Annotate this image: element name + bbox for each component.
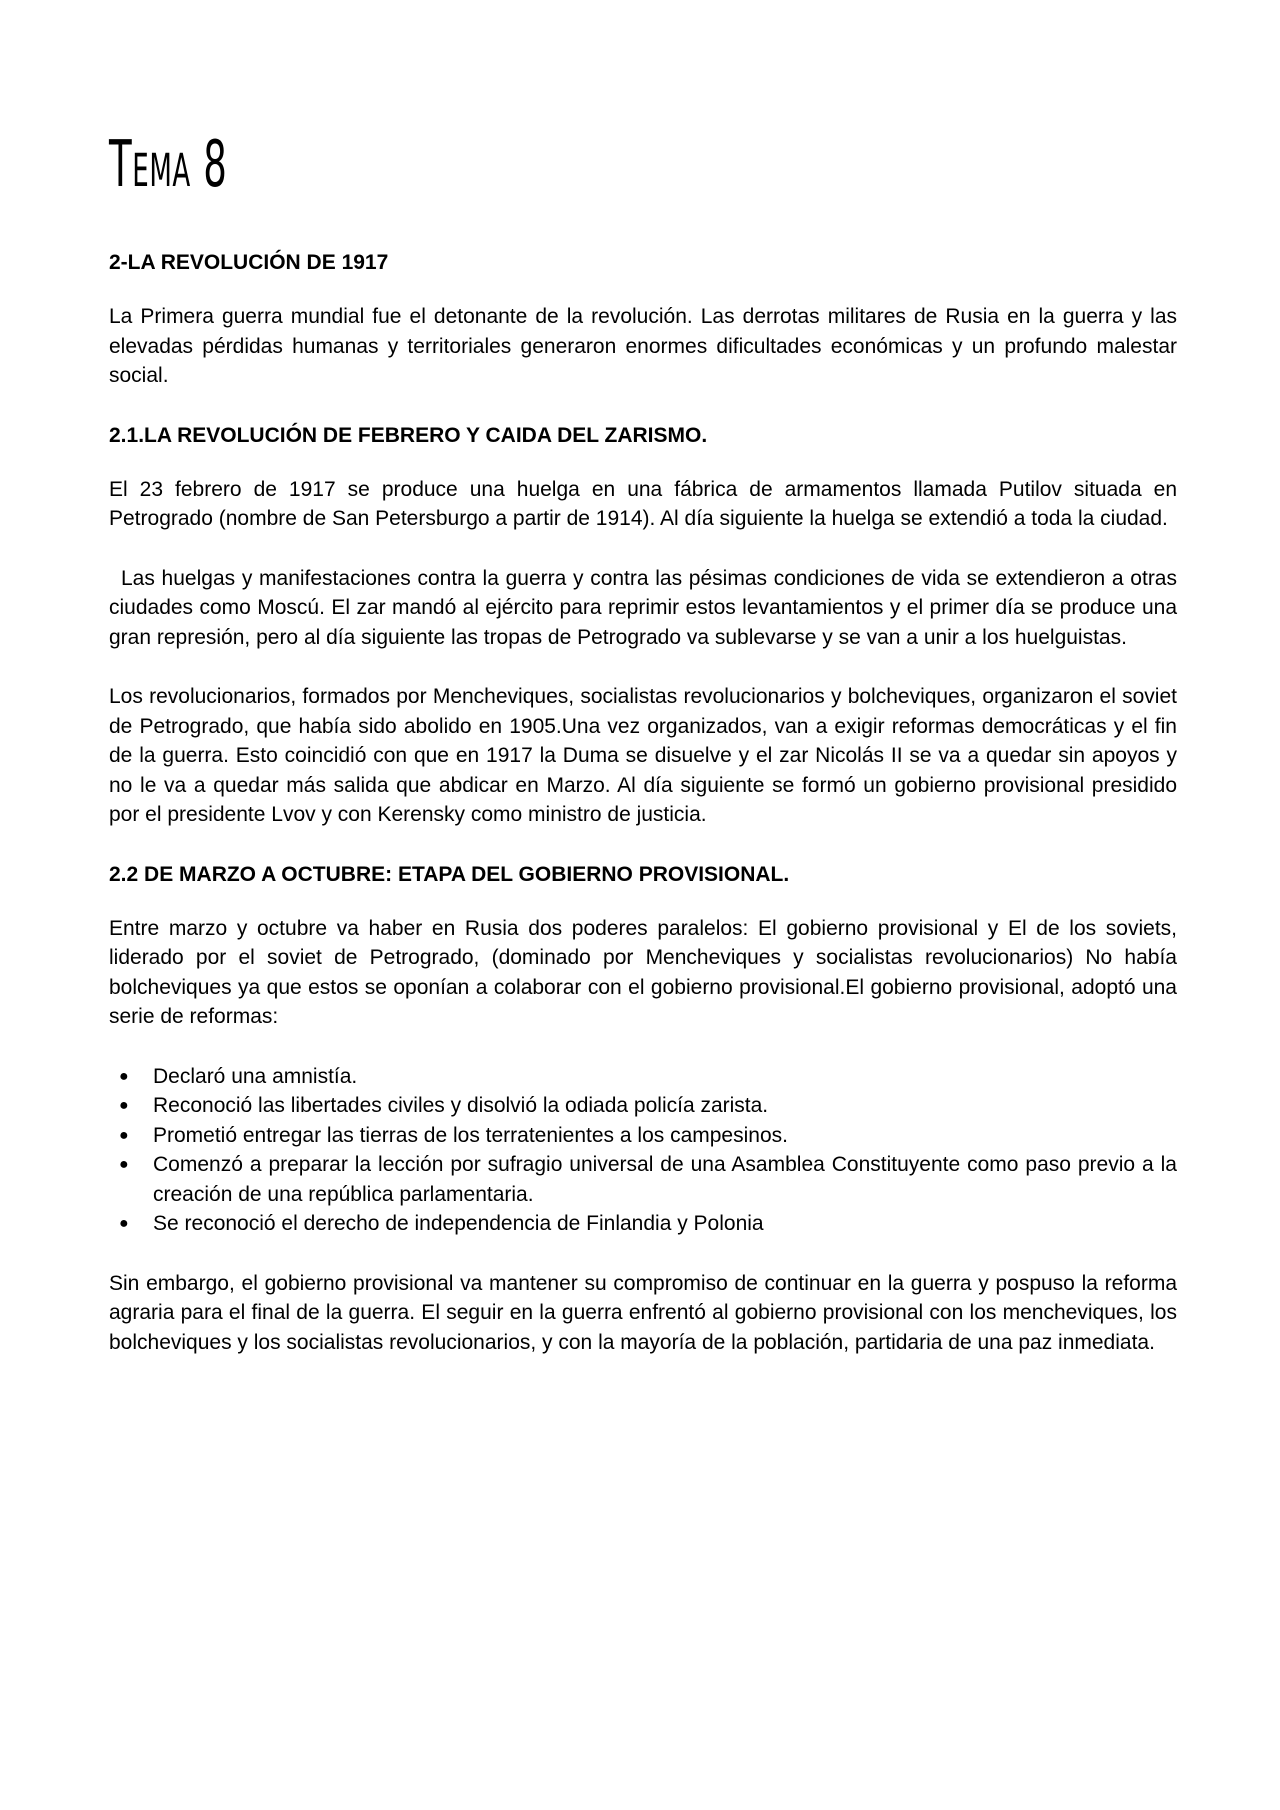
section-heading-february-revolution: 2.1.LA REVOLUCIÓN DE FEBRERO Y CAIDA DEL ZARISMO. bbox=[109, 423, 708, 447]
document-page bbox=[109, 120, 1177, 1387]
list-item-text: Comenzó a preparar la lección por sufragio universal de una Asamblea Constituyente como paso previo a la creación de una república parlamentaria. bbox=[153, 1153, 1177, 1206]
section-heading-provisional-government: 2.2 DE MARZO A OCTUBRE: ETAPA DEL GOBIERNO PROVISIONAL. bbox=[109, 862, 790, 886]
list-item-text: Declaró una amnistía. bbox=[153, 1064, 358, 1088]
reforms-list bbox=[109, 1062, 1177, 1239]
list-item bbox=[109, 1150, 1177, 1209]
paragraph-dual-power: Entre marzo y octubre va haber en Rusia dos poderes paralelos: El gobierno provisional y El de los soviets, liderado por el soviet de Petrogrado, (dominado por Mencheviques y socialistas revolucionarios) No había bolcheviques ya que estos se oponían a colaborar con el gobierno provisional.El gobierno provisional, adoptó una serie de reformas: bbox=[109, 916, 1177, 1028]
paragraph-intro: La Primera guerra mundial fue el detonante de la revolución. Las derrotas militares de Rusia en la guerra y las elevadas pérdidas humanas y territoriales generaron enormes dificultades económicas y un profundo malestar social. bbox=[109, 305, 1177, 387]
list-item-text: Prometió entregar las tierras de los terratenientes a los campesinos. bbox=[153, 1123, 788, 1147]
list-item bbox=[109, 1209, 1177, 1239]
list-item bbox=[109, 1121, 1177, 1151]
paragraph-strikes-spread: Las huelgas y manifestaciones contra la guerra y contra las pésimas condiciones de vida se extendieron a otras ciudades como Moscú. El zar mandó al ejército para reprimir estos levantamientos y el primer día se produce una gran represión, pero al día siguiente las tropas de Petrogrado va sublevarse y se van a unir a los huelguistas. bbox=[109, 566, 1177, 649]
paragraph-putilov-strike: El 23 febrero de 1917 se produce una huelga en una fábrica de armamentos llamada Putilov situada en Petrogrado (nombre de San Petersburgo a partir de 1914). Al día siguiente la huelga se extendió a toda la ciudad. bbox=[109, 477, 1177, 530]
document-title: Tema 8 bbox=[109, 128, 228, 202]
paragraph-closing: Sin embargo, el gobierno provisional va mantener su compromiso de continuar en la guerra y pospuso la reforma agraria para el final de la guerra. El seguir en la guerra enfrentó al gobierno provisional con los mencheviques, los bolcheviques y los socialistas revolucionarios, y con la mayoría de la población, partidaria de una paz inmediata. bbox=[109, 1271, 1177, 1354]
bullet-icon: ● bbox=[119, 1097, 129, 1114]
list-item bbox=[109, 1091, 1177, 1121]
list-item-text: Reconoció las libertades civiles y disolvió la odiada policía zarista. bbox=[153, 1094, 769, 1117]
bullet-icon: ● bbox=[119, 1067, 129, 1085]
list-item bbox=[109, 1062, 1177, 1092]
paragraph-soviet-petrograd: Los revolucionarios, formados por Mencheviques, socialistas revolucionarios y bolcheviques, organizaron el soviet de Petrogrado, que había sido abolido en 1905.Una vez organizados, van a exigir reformas democráticas y el fin de la guerra. Esto coincidió con que en 1917 la Duma se disuelve y el zar Nicolás II se va a quedar sin apoyos y no le va a quedar más salida que abdicar en Marzo. Al día siguiente se formó un gobierno provisional presidido por el presidente Lvov y con Kerensky como ministro de justicia. bbox=[109, 685, 1177, 826]
bullet-icon: ● bbox=[119, 1156, 129, 1173]
bullet-icon: ● bbox=[119, 1126, 129, 1144]
bullet-icon: ● bbox=[119, 1215, 129, 1232]
section-heading-revolution-1917: 2-LA REVOLUCIÓN DE 1917 bbox=[109, 251, 389, 274]
list-item-text: Se reconoció el derecho de independencia de Finlandia y Polonia bbox=[153, 1212, 764, 1235]
